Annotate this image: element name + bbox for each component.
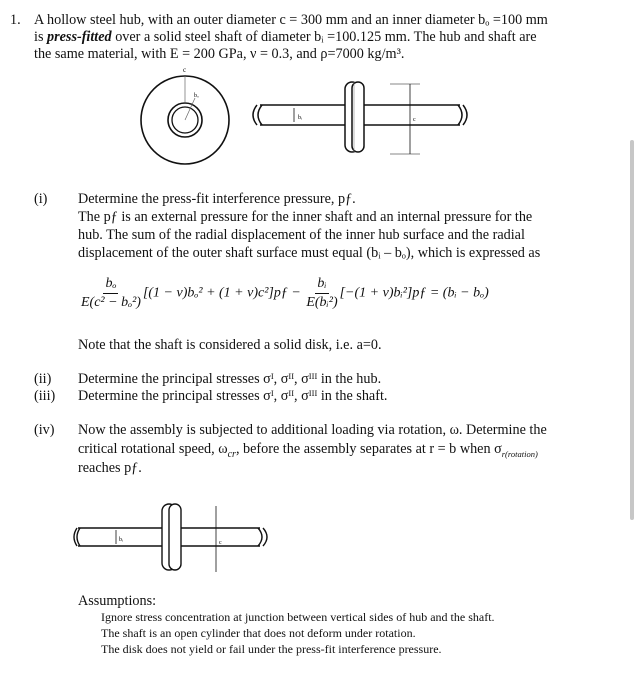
shaft-side-view [253,82,467,154]
part-i-line3: hub. The sum of the radial displacement of the inner hub surface and the radial [78,227,525,243]
assumption-item: The shaft is an open cylinder that does not deform under rotation. [101,626,416,640]
eq-fraction-1-numerator: bₒ [103,276,118,294]
sigma-r-rotation-subscript: r(rotation) [501,448,538,459]
problem-intro-line3: the same material, with E = 200 GPa, ν = 0.3, and ρ=7000 kg/m³. [34,46,405,62]
part-i-line2: The pƒ is an external pressure for the inner shaft and an internal pressure for the [78,209,533,225]
part-iii-text: Determine the principal stresses σᴵ, σᴵᴵ, σᴵᴵᴵ in the shaft. [78,388,388,404]
label-bo: bₒ [194,93,199,99]
problem-number: 1. [10,12,21,28]
problem-intro-line1: A hollow steel hub, with an outer diameter c = 300 mm and an inner diameter bₒ =100 mm [34,12,548,28]
part-iii-label: (iii) [34,388,56,404]
intro-line2-post: over a solid steel shaft of diameter bᵢ =100.125 mm. The hub and shaft are [111,29,537,45]
hub-end-view [141,66,229,164]
fig2-label-c: c [219,540,222,546]
label-bi: bᵢ [298,115,302,121]
assumption-item: Ignore stress concentration at junction between vertical sides of hub and the shaft. [101,610,495,624]
omega-cr-subscript: cr [227,448,236,460]
part-ii-label: (ii) [34,371,52,387]
assumptions-title: Assumptions: [78,593,157,609]
label-c-top: c [183,66,187,74]
part-iv-line2-mid: , before the assembly separates at r = b when σ [235,441,502,457]
eq-fraction-1-denominator: E(c² − bₒ²) [81,295,141,310]
part-iv-line2 [78,440,538,464]
part-iv-line1: Now the assembly is subjected to additional loading via rotation, ω. Determine the [78,422,547,438]
press-fitted-emphasis: press-fitted [47,29,112,45]
fig2-label-bi: bᵢ [119,537,123,543]
part-i-line1: Determine the press-fit interference pressure, pƒ. [78,191,356,207]
interference-equation [79,276,489,311]
part-iv-line3: reaches pƒ. [78,460,142,476]
part-i-line4: displacement of the outer shaft surface must equal (bᵢ – bₒ), which is expressed as [78,245,541,261]
part-iv-label: (iv) [34,422,55,438]
intro-line2-pre: is [34,29,48,45]
rotating-assembly-figure [70,492,280,582]
hub-shaft-figure [120,62,480,184]
part-ii-text: Determine the principal stresses σᴵ, σᴵᴵ, σᴵᴵᴵ in the hub. [78,371,382,387]
vertical-scrollbar[interactable] [630,140,634,520]
eq-term-1: [(1 − ν)bₒ² + (1 + ν)c²]pƒ − [142,285,301,301]
part-iv-line2-pre: critical rotational speed, ω [78,441,228,457]
eq-fraction-2-numerator: bᵢ [315,276,328,294]
eq-fraction-1 [79,276,143,311]
assumption-item: The disk does not yield or fail under the press-fit interference pressure. [101,642,442,656]
eq-fraction-2 [304,276,339,311]
part-i-note: Note that the shaft is considered a solid disk, i.e. a=0. [78,337,382,353]
part-i-label: (i) [34,191,48,207]
label-c-side: c [413,117,416,123]
eq-fraction-2-denominator: E(bᵢ²) [306,295,338,310]
problem-intro-line2 [34,28,537,46]
eq-term-2: [−(1 + ν)bᵢ²]pƒ = (bᵢ − bₒ) [339,285,489,301]
